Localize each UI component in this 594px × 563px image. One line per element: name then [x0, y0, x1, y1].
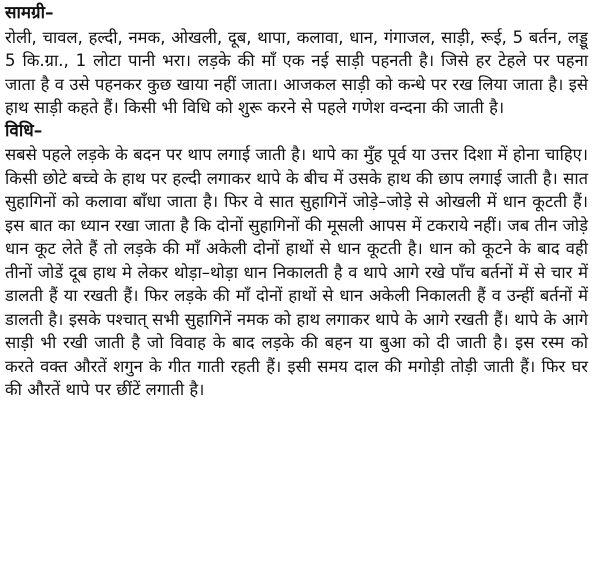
materials-heading: सामग्री– [5, 3, 54, 23]
method-heading: विधि– [5, 120, 43, 141]
method-paragraph: सबसे पहले लड़के के बदन पर थाप लगाई जाती है। थापे का मुँह पूर्व या उत्तर दिशा में होना चाहिए। किसी छोटे बच्चे के हाथ पर हल्दी लगाकर थापे के बीच में उसके हाथ की छाप लगाई जाती है। सात सुहागिनों को कलावा बाँधा जाता है। फिर वे सात सुहागिनें जोड़े–जोड़े से ओखली में धान कूटती हैं। इस बात का ध्यान रखा जाता है कि दोनों सुहागिनों की मूसली आपस में टकराये नहीं। जब तीन जोड़े धान कूट लेते हैं तो लड़के की माँ अकेली दोनों हाथों से धान कूटती है। धान को कूटने के बाद वही तीनों जोडें दूब हाथ मे लेकर थोड़ा–थोड़ा धान निकालती है व थापे आगे रखे पाँच बर्तनों में से चार में डालती हैं या रखती हैं। फिर लड़के की माँ दोनों हाथों से धान अकेली निकालती हैं व उन्हीं बर्तनों में डालती है। इसके पश्चात् सभी सुहागिनें नमक को हाथ लगाकर थापे के आगे रखती हैं। थापे के आगे साड़ी भी रखी जाती है जो विवाह के बाद लड़के की बहन या बुआ को दी जाती है। इस रस्म को करते वक्त औरतें शगुन के गीत गाती रहती हैं। इसी समय दाल की मगोड़ी तोड़ी जाती हैं। फिर घर की औरतें थापे पर छींटें लगाती है। [5, 145, 588, 399]
materials-paragraph: रोली, चावल, हल्दी, नमक, ओखली, दूब, थापा, कलावा, धान, गंगाजल, साड़ी, रूई, 5 बर्तन, लड्डू 5 कि.ग्रा., 1 लोटा पानी भरा। लड़के की माँ एक नई साड़ी पहनती है। जिसे हर टेहले पर पहना जाता है व उसे पहनकर कुछ खाया नहीं जाता। आजकल साड़ी को कन्धे पर रख लिया जाता है। इसे हाथ साड़ी कहते हैं। किसी भी विधि को शुरू करने से पहले गणेश वन्दना की जाती है। [5, 27, 588, 117]
